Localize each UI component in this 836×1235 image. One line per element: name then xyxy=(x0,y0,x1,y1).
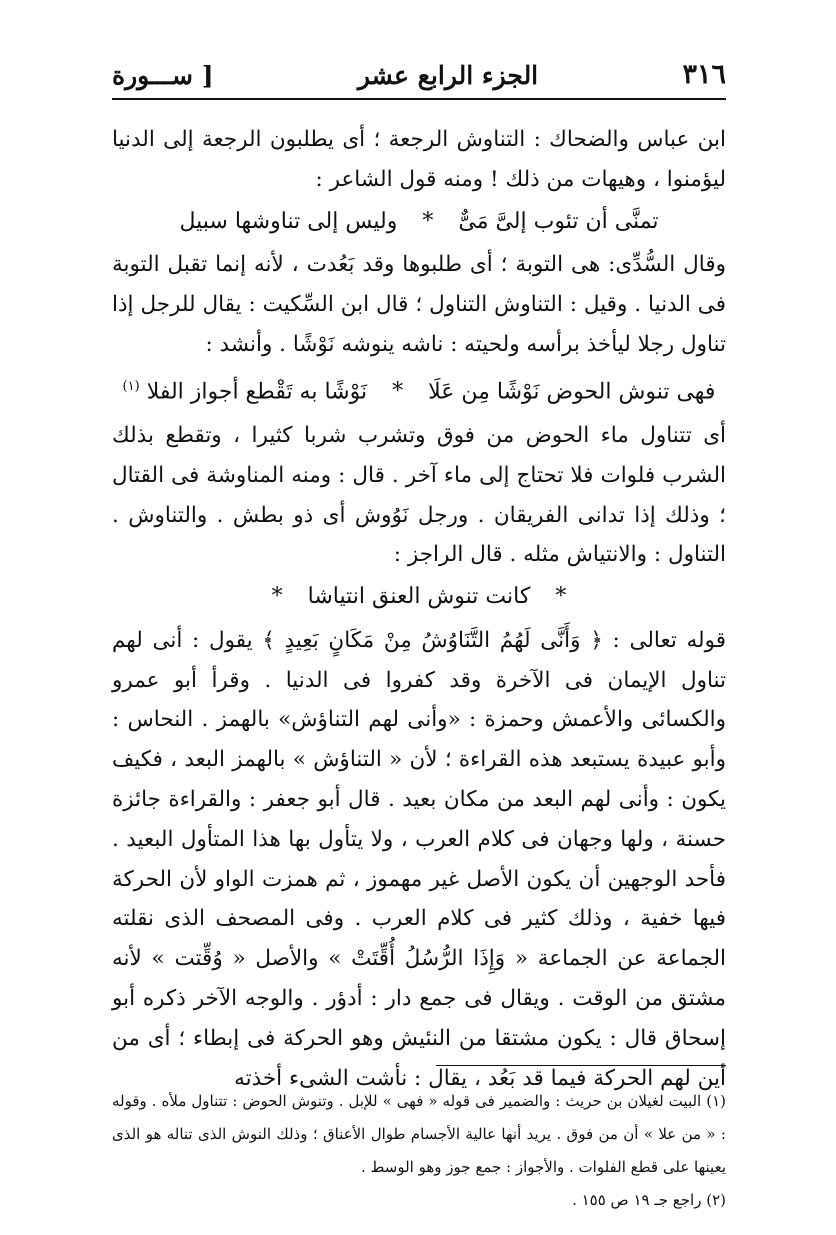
verse-hemistich: تمنَّى أن تئوب إلىَّ مَىٌّ xyxy=(458,208,659,234)
footnote: (١) البيت لغيلان بن حريث : والضمير فى قوله « فهى » للإبل . وتنوش الحوض : تتناول ملأه . وقوله : « من علا » أن من فوق . يريد أنها عالية الأجسام طوال الأعناق ؛ وذلك النوش الذى تناله هو الذى يعينها على قطع الفلوات . والأجواز : جمع جوز وهو الوسط . xyxy=(112,1092,726,1176)
paragraph: ابن عباس والضحاك : التناوش الرجعة ؛ أى يطلبون الرجعة إلى الدنيا ليؤمنوا ، وهيهات من ذلك ! ومنه قول الشاعر : xyxy=(112,127,726,192)
verse-separator: * xyxy=(555,584,567,610)
poetry-verse xyxy=(112,367,726,412)
page-number: ٣١٦ xyxy=(682,59,726,90)
paragraph: قوله تعالى : ﴿ وَأَنَّى لَهُمُ التَّنَاوُشُ مِنْ مَكَانٍ بَعِيدٍ ﴾ يقول : أنى لهم تناول الإيمان فى الآخرة وقد كفروا فى الدنيا . وقرأ أبو عمرو والكسائى والأعمش وحمزة : «وأنى لهم التناؤش» بالهمز . النحاس : وأبو عبيدة يستبعد هذه القراءة ؛ لأن « التناؤش » بالهمز البعد ، فكيف يكون : وأنى لهم البعد من مكان بعيد . قال أبو جعفر : والقراءة جائزة حسنة ، ولها وجهان فى كلام العرب ، ولا يتأول بها هذا المتأول البعيد . فأحد الوجهين أن يكون الأصل غير مهموز ، ثم همزت الواو لأن الحركة فيها خفية ، وذلك كثير فى كلام العرب . وفى المصحف الذى نقلته الجماعة عن الجماعة « وَإِذَا الرُّسُلُ أُقِّتَتْ » والأصل « وُقِّتت » لأنه مشتق من الوقت . ويقال فى جمع دار : أدؤر . والوجه الآخر ذكره أبو إسحاق قال : يكون مشتقا من النئيش وهو الحركة فى إبطاء ؛ أى من أين لهم الحركة فيما قد بَعُد ، يقال : نأشت الشىء أخذته xyxy=(112,627,726,1091)
footnote-divider xyxy=(436,1065,726,1066)
footnotes xyxy=(112,1085,726,1217)
poetry-verse xyxy=(112,577,726,617)
verse-separator: * xyxy=(392,379,404,405)
verse-hemistich: وليس إلى تناوشها سبيل xyxy=(179,208,398,234)
poetry-verse xyxy=(112,202,726,242)
verse-hemistich: كانت تنوش العنق انتياشا xyxy=(307,584,531,610)
verse-hemistich: نَوْشًا به تَقْطع أجواز الفلا xyxy=(146,379,368,405)
footnote-marker: (١) xyxy=(122,378,140,394)
verse-hemistich: فهى تنوش الحوض نَوْشًا مِن عَلَا xyxy=(428,379,716,405)
paragraph: أى تتناول ماء الحوض من فوق وتشرب شربا كثيرا ، وتقطع بذلك الشرب فلوات فلا تحتاج إلى ماء آخر . قال : ومنه المناوشة فى القتال ؛ وذلك إذا تدانى الفريقان . ورجل نَوُوش أى ذو بطش . والتناوش . التناول : والانتياش مثله . قال الراجز : xyxy=(112,422,726,568)
running-title: الجزء الرابع عشر xyxy=(357,61,539,90)
footnote: (٢) راجع جـ ١٩ ص ١٥٥ . xyxy=(572,1191,726,1209)
paragraph: وقال السُّدِّى: هى التوبة ؛ أى طلبوها وقد بَعُدت ، لأنه إنما تقبل التوبة فى الدنيا . وقيل : التناوش التناول ؛ قال ابن السِّكيت : يقال للرجل إذا تناول رجلا ليأخذ برأسه ولحيته : ناشه ينوشه نَوْشًا . وأنشد : xyxy=(112,252,726,357)
verse-separator: * xyxy=(271,584,283,610)
verse-separator: * xyxy=(422,208,434,234)
main-text xyxy=(112,120,726,1098)
page-header xyxy=(112,52,726,100)
surah-label: [ ســـورة xyxy=(112,61,214,90)
